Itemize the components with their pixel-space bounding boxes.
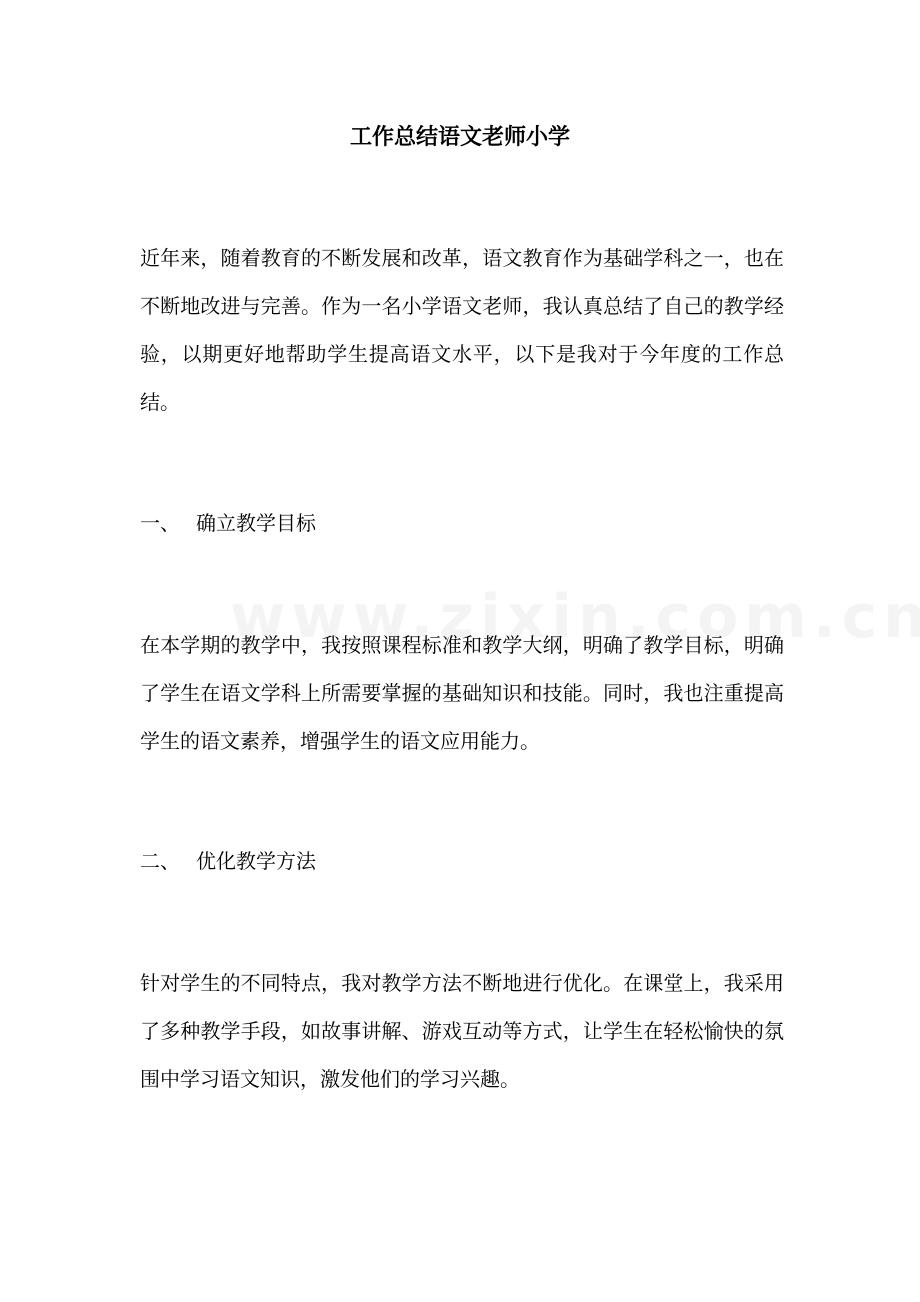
intro-paragraph: 近年来，随着教育的不断发展和改革，语文教育作为基础学科之一，也在不断地改进与完善。作为一名小学语文老师，我认真总结了自己的教学经验，以期更好地帮助学生提高语文水平，以下是我对于今年度的工作总结。 (140, 246, 784, 414)
document-title: 工作总结语文老师小学 (349, 124, 570, 150)
section-paragraph-2: 针对学生的不同特点，我对教学方法不断地进行优化。在课堂上，我采用了多种教学手段，如故事讲解、游戏互动等方式，让学生在轻松愉快的氛围中学习语文知识，激发他们的学习兴趣。 (140, 971, 784, 1091)
section-heading-text: 优化教学方法 (196, 849, 316, 873)
section-paragraph-1: 在本学期的教学中，我按照课程标准和教学大纲，明确了教学目标，明确了学生在语文学科上所需要掌握的基础知识和技能。同时，我也注重提高学生的语文素养，增强学生的语文应用能力。 (140, 633, 784, 753)
section-heading-text: 确立教学目标 (196, 511, 316, 535)
section-heading-2 (140, 837, 316, 885)
section-number: 一、 (140, 511, 180, 535)
section-number: 二、 (140, 849, 180, 873)
section-heading-1 (140, 499, 316, 547)
